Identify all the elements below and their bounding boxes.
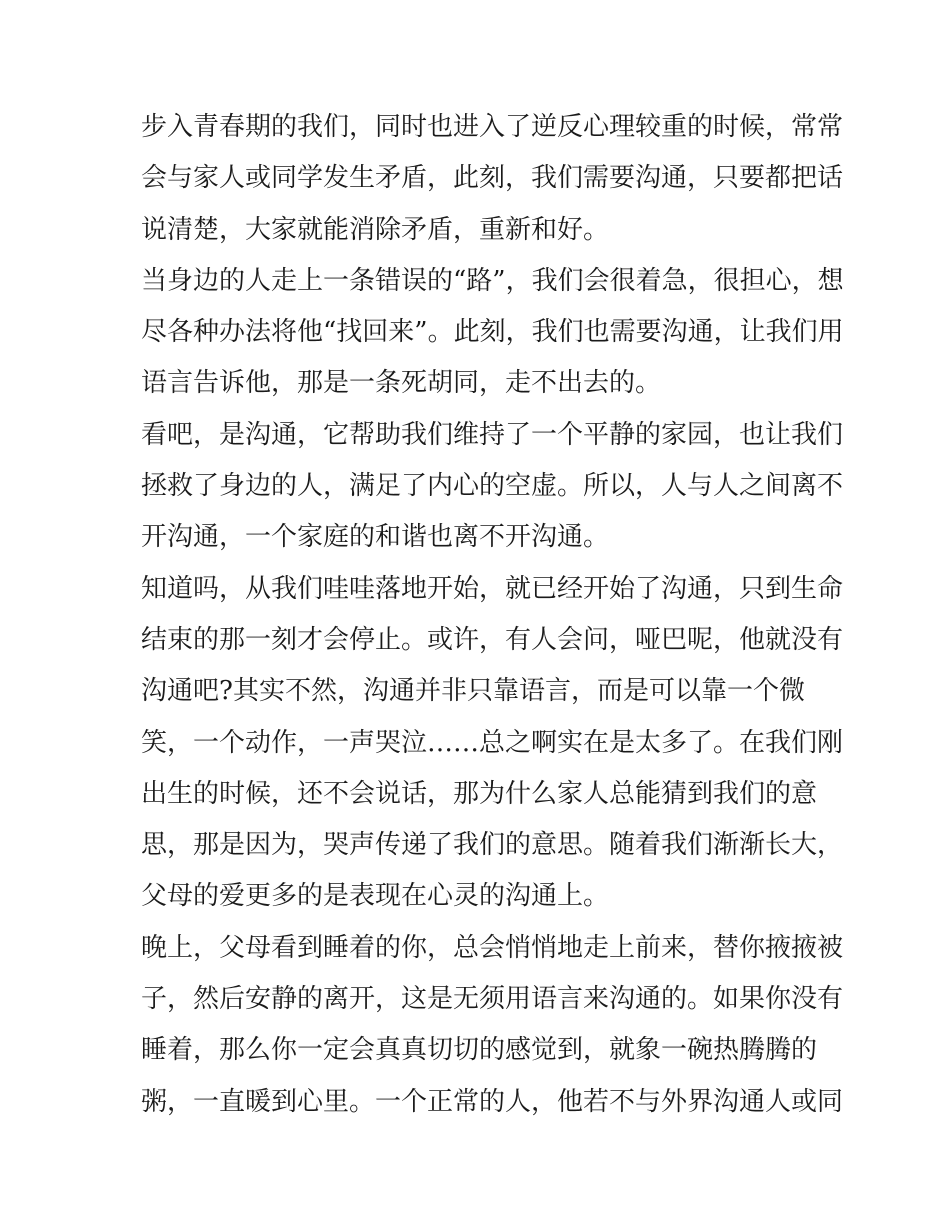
text-line: 步入青春期的我们，同时也进入了逆反心理较重的时候，常常 [141, 112, 844, 142]
text-line: 笑，一个动作，一声哭泣……总之啊实在是太多了。在我们刚 [141, 727, 844, 758]
text-line: 结束的那一刻才会停止。或许，有人会问，哑巴呢，他就没有 [141, 624, 844, 655]
text-line: 沟通吧?其实不然，沟通并非只靠语言，而是可以靠一个微 [141, 676, 805, 707]
text-line: 语言告诉他，那是一条死胡同，走不出去的。 [141, 368, 662, 399]
text-line: 粥，一直暖到心里。一个正常的人，他若不与外界沟通人或同 [141, 1086, 844, 1117]
text-line: 看吧，是沟通，它帮助我们维持了一个平静的家园，也让我们 [141, 419, 844, 450]
text-line: 睡着，那么你一定会真真切切的感觉到，就象一碗热腾腾的 [141, 1035, 818, 1066]
text-line: 子，然后安静的离开，这是无须用语言来沟通的。如果你没有 [141, 984, 844, 1015]
text-line: 父母的爱更多的是表现在心灵的沟通上。 [141, 881, 610, 912]
text-line: 思，那是因为，哭声传递了我们的意思。随着我们渐渐长大， [141, 830, 844, 861]
text-line: 拯救了身边的人，满足了内心的空虚。所以，人与人之间离不 [141, 471, 844, 502]
text-line: 说清楚，大家就能消除矛盾，重新和好。 [141, 214, 610, 245]
text-line: 出生的时候，还不会说话，那为什么家人总能猜到我们的意 [141, 778, 818, 809]
essay-body [141, 102, 844, 1128]
text-line: 会与家人或同学发生矛盾，此刻，我们需要沟通，只要都把话 [141, 163, 844, 194]
text-line: 晚上，父母看到睡着的你，总会悄悄地走上前来，替你掖掖被 [141, 932, 844, 963]
text-line: 知道吗，从我们哇哇落地开始，就已经开始了沟通，只到生命 [141, 573, 844, 604]
text-line: 尽各种办法将他“找回来”。此刻，我们也需要沟通，让我们用 [141, 317, 844, 348]
text-line: 当身边的人走上一条错误的“路”，我们会很着急，很担心，想 [141, 265, 844, 296]
text-line: 开沟通，一个家庭的和谐也离不开沟通。 [141, 522, 610, 553]
